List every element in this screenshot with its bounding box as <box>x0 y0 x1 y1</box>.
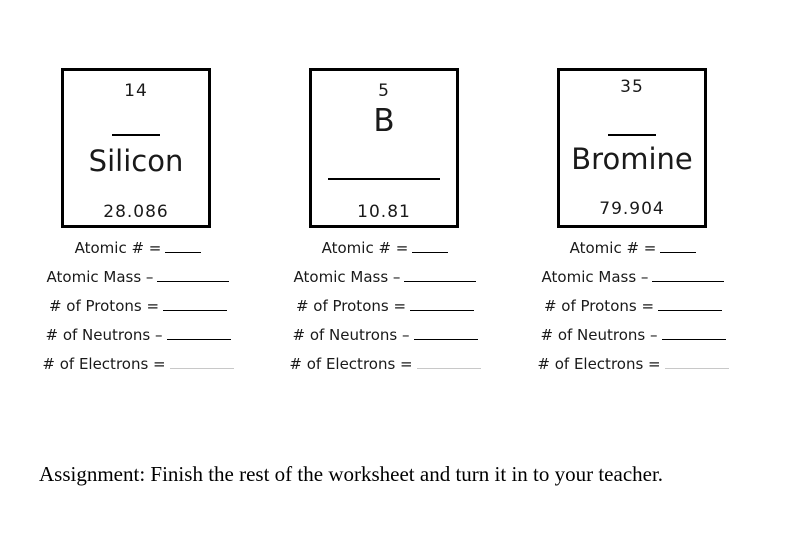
answer-blank[interactable] <box>410 294 474 311</box>
question-label: Atomic Mass – <box>541 268 649 286</box>
answer-blank[interactable] <box>170 352 234 369</box>
question-electrons <box>275 352 495 381</box>
answer-blank[interactable] <box>660 236 696 253</box>
atomic-mass: 10.81 <box>357 202 411 222</box>
answer-blank[interactable] <box>165 236 201 253</box>
element-name: Bromine <box>571 142 693 176</box>
symbol-blank <box>112 134 160 136</box>
answer-blank[interactable] <box>665 352 729 369</box>
question-atomic-number <box>28 236 248 265</box>
question-neutrons <box>275 323 495 352</box>
question-atomic-mass <box>523 265 743 294</box>
question-label: Atomic # = <box>569 239 657 257</box>
atomic-mass: 28.086 <box>103 202 169 222</box>
answer-blank[interactable] <box>417 352 481 369</box>
answer-blank[interactable] <box>652 265 724 282</box>
atomic-number: 35 <box>620 77 644 97</box>
question-label: # of Neutrons – <box>292 326 410 344</box>
question-electrons <box>28 352 248 381</box>
element-tile-boron <box>309 68 459 228</box>
atomic-number: 14 <box>124 81 148 101</box>
question-label: Atomic Mass – <box>46 268 154 286</box>
question-label: # of Electrons = <box>42 355 166 373</box>
question-label: # of Neutrons – <box>540 326 658 344</box>
question-atomic-mass <box>28 265 248 294</box>
question-protons <box>523 294 743 323</box>
answer-blank[interactable] <box>157 265 229 282</box>
question-neutrons <box>523 323 743 352</box>
element-tile-silicon <box>61 68 211 228</box>
question-list-bromine <box>523 236 743 381</box>
question-label: # of Neutrons – <box>45 326 163 344</box>
question-neutrons <box>28 323 248 352</box>
atomic-number: 5 <box>378 81 390 101</box>
question-label: # of Protons = <box>295 297 407 315</box>
name-blank <box>328 178 440 180</box>
question-protons <box>275 294 495 323</box>
question-label: # of Electrons = <box>537 355 661 373</box>
answer-blank[interactable] <box>167 323 231 340</box>
question-label: # of Electrons = <box>289 355 413 373</box>
question-label: Atomic Mass – <box>293 268 401 286</box>
question-atomic-number <box>523 236 743 265</box>
answer-blank[interactable] <box>404 265 476 282</box>
answer-blank[interactable] <box>412 236 448 253</box>
question-electrons <box>523 352 743 381</box>
element-symbol: B <box>373 103 395 139</box>
atomic-mass: 79.904 <box>599 199 665 219</box>
question-protons <box>28 294 248 323</box>
question-atomic-number <box>275 236 495 265</box>
question-label: # of Protons = <box>543 297 655 315</box>
question-label: Atomic # = <box>74 239 162 257</box>
question-atomic-mass <box>275 265 495 294</box>
assignment-text: Assignment: Finish the rest of the worksheet and turn it in to your teacher. <box>39 462 664 486</box>
question-list-boron <box>275 236 495 381</box>
question-list-silicon <box>28 236 248 381</box>
symbol-blank <box>608 134 656 136</box>
element-name: Silicon <box>88 144 184 178</box>
answer-blank[interactable] <box>163 294 227 311</box>
answer-blank[interactable] <box>414 323 478 340</box>
question-label: Atomic # = <box>321 239 409 257</box>
element-tile-bromine <box>557 68 707 228</box>
answer-blank[interactable] <box>658 294 722 311</box>
answer-blank[interactable] <box>662 323 726 340</box>
question-label: # of Protons = <box>48 297 160 315</box>
